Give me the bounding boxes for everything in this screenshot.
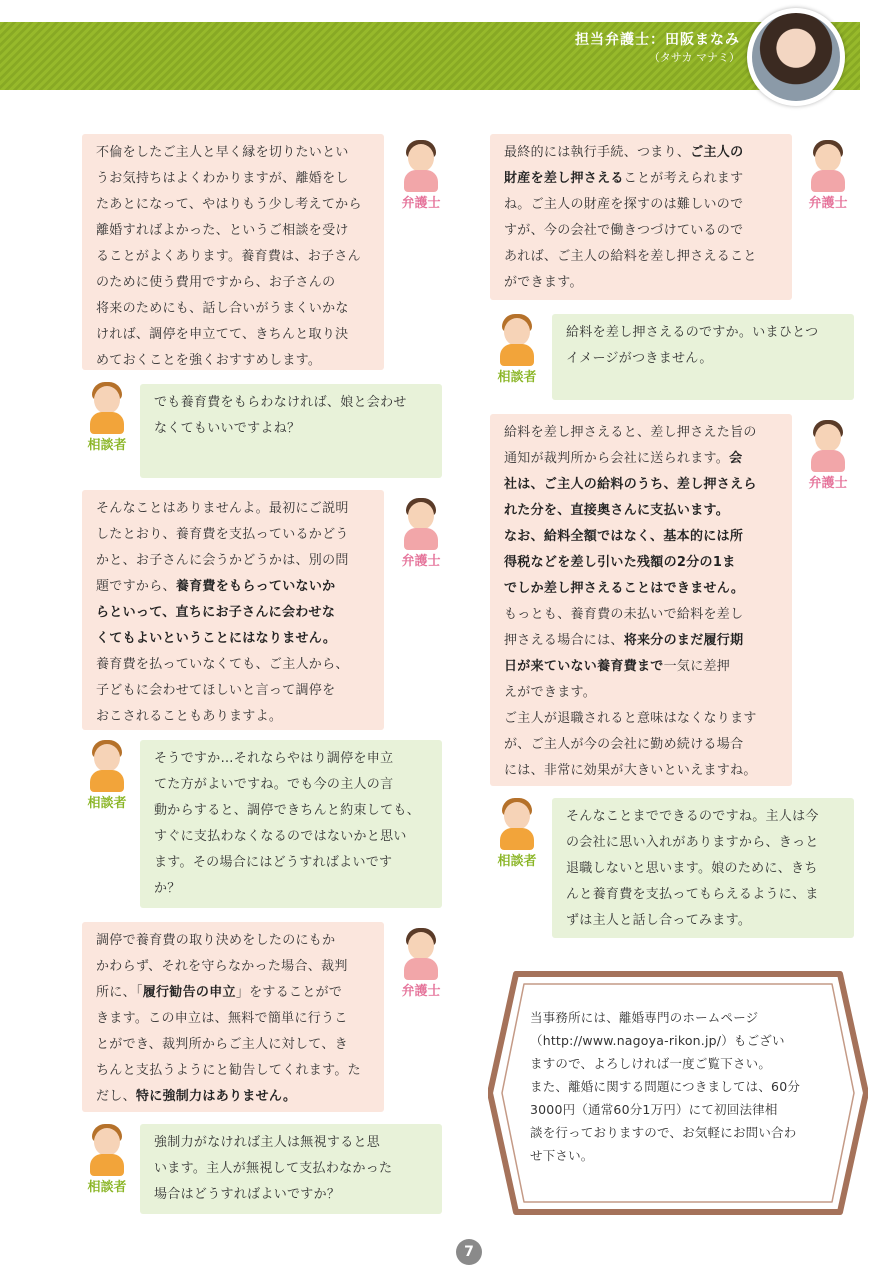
client-label: 相談者 <box>497 854 537 869</box>
client-label: 相談者 <box>497 370 537 385</box>
lawyer-avatar-icon <box>396 140 446 210</box>
lawyer-speech-4: 最終的には執行手続、つまり、ご主人の 財産を差し押さえることが考えられます ね。ご主人の財産を探すのは難しいので すが、今の会社で働きつづけているので あれば、ご主人の給料を差し押さえること ができます。 <box>490 134 792 300</box>
client-avatar-icon <box>492 798 542 868</box>
client-label: 相談者 <box>87 796 127 811</box>
office-info-text: 当事務所には、離婚専門のホームページ （http://www.nagoya-rikon.jp/）もござい ますので、よろしければ一度ご覧下さい。 また、離婚に関する問題につきましては、60分 3000円（通常60分1万円）にて初回法律相 談を行っておりますので、お気軽にお問い合わ せ下さい。 <box>530 1006 830 1167</box>
client-speech-3: 強制力がなければ主人は無視すると思 います。主人が無視して支払わなかった 場合はどうすればよいですか？ <box>140 1124 442 1214</box>
lawyer-speech-3: 調停で養育費の取り決めをしたのにもか かわらず、それを守らなかった場合、裁判 所に、「履行勧告の申立」をすることがで きます。この申立は、無料で簡単に行うこ とができ、裁判所からご主人に対して、き ちんと支払うようにと勧告してくれます。た だし、特に強制力はありません。 <box>82 922 384 1112</box>
client-avatar-icon <box>82 1124 132 1194</box>
client-speech-5: そんなことまでできるのですね。主人は今 の会社に思い入れがありますから、きっと 退職しないと思います。娘のために、きち んと養育費を支払ってもらえるように、ま ずは主人と話し合ってみます。 <box>552 798 854 938</box>
lawyer-label: 弁護士 <box>808 196 848 211</box>
lawyer-name-title: 担当弁護士：田阪まなみ <box>575 32 740 48</box>
client-avatar-icon <box>82 382 132 452</box>
lawyer-label: 弁護士 <box>401 984 441 999</box>
lawyer-photo <box>752 13 840 101</box>
client-speech-4: 給料を差し押さえるのですか。いまひとつ イメージがつきません。 <box>552 314 854 400</box>
client-avatar-icon <box>82 740 132 810</box>
lawyer-avatar-icon <box>803 420 853 490</box>
page-number: 7 <box>456 1239 482 1265</box>
client-speech-1: でも養育費をもらわなければ、娘と会わせ なくてもいいですよね？ <box>140 384 442 478</box>
lawyer-label: 弁護士 <box>401 554 441 569</box>
client-label: 相談者 <box>87 1180 127 1195</box>
client-avatar-icon <box>492 314 542 384</box>
homepage-url: （http://www.nagoya-rikon.jp/）もござい <box>530 1033 785 1048</box>
lawyer-avatar-icon <box>803 140 853 210</box>
lawyer-avatar-icon <box>396 928 446 998</box>
lawyer-portrait <box>747 8 845 106</box>
lawyer-speech-5: 給料を差し押さえると、差し押さえた旨の 通知が裁判所から会社に送られます。会 社は、ご主人の給料のうち、差し押さえら れた分を、直接奥さんに支払います。 なお、給料全額ではなく、基本的には所 得税などを差し引いた残額の2分の1ま でしか差し押さえることはできません。 もっとも、養育費の未払いで給料を差し 押さえる場合には、将来分のまだ履行期 日が来ていない養育費まで一気に差押 えができます。 ご主人が退職されると意味はなくなります が、ご主人が今の会社に勤め続ける場合 には、非常に効果が大きいといえますね。 <box>490 414 792 786</box>
client-label: 相談者 <box>87 438 127 453</box>
client-speech-2: そうですか…それならやはり調停を申立 てた方がよいですね。でも今の主人の言 動からすると、調停できちんと約束しても、 すぐに支払わなくなるのではないかと思い ます。その場合にはどうすればよいです か？ <box>140 740 442 908</box>
lawyer-speech-2: そんなことはありませんよ。最初にご説明 したとおり、養育費を支払っているかどう かと、お子さんに会うかどうかは、別の問 題ですから、養育費をもらっていないか らといって、直ちにお子さんに会わせな くてもよいということにはなりません。 養育費を払っていなくても、ご主人から、 子どもに会わせてほしいと言って調停を おこされることもありますよ。 <box>82 490 384 730</box>
lawyer-label: 弁護士 <box>808 476 848 491</box>
lawyer-name-reading: （タサカ マナミ） <box>648 51 740 64</box>
lawyer-avatar-icon <box>396 498 446 568</box>
lawyer-label: 弁護士 <box>401 196 441 211</box>
lawyer-speech-1: 不倫をしたご主人と早く縁を切りたいとい うお気持ちはよくわかりますが、離婚をし たあとになって、やはりもう少し考えてから 離婚すればよかった、というご相談を受け ることがよくあります。養育費は、お子さん のために使う費用ですから、お子さんの 将来のためにも、話し合いがうまくいかな ければ、調停を申立てて、きちんと取り決 めておくことを強くおすすめします。 <box>82 134 384 370</box>
